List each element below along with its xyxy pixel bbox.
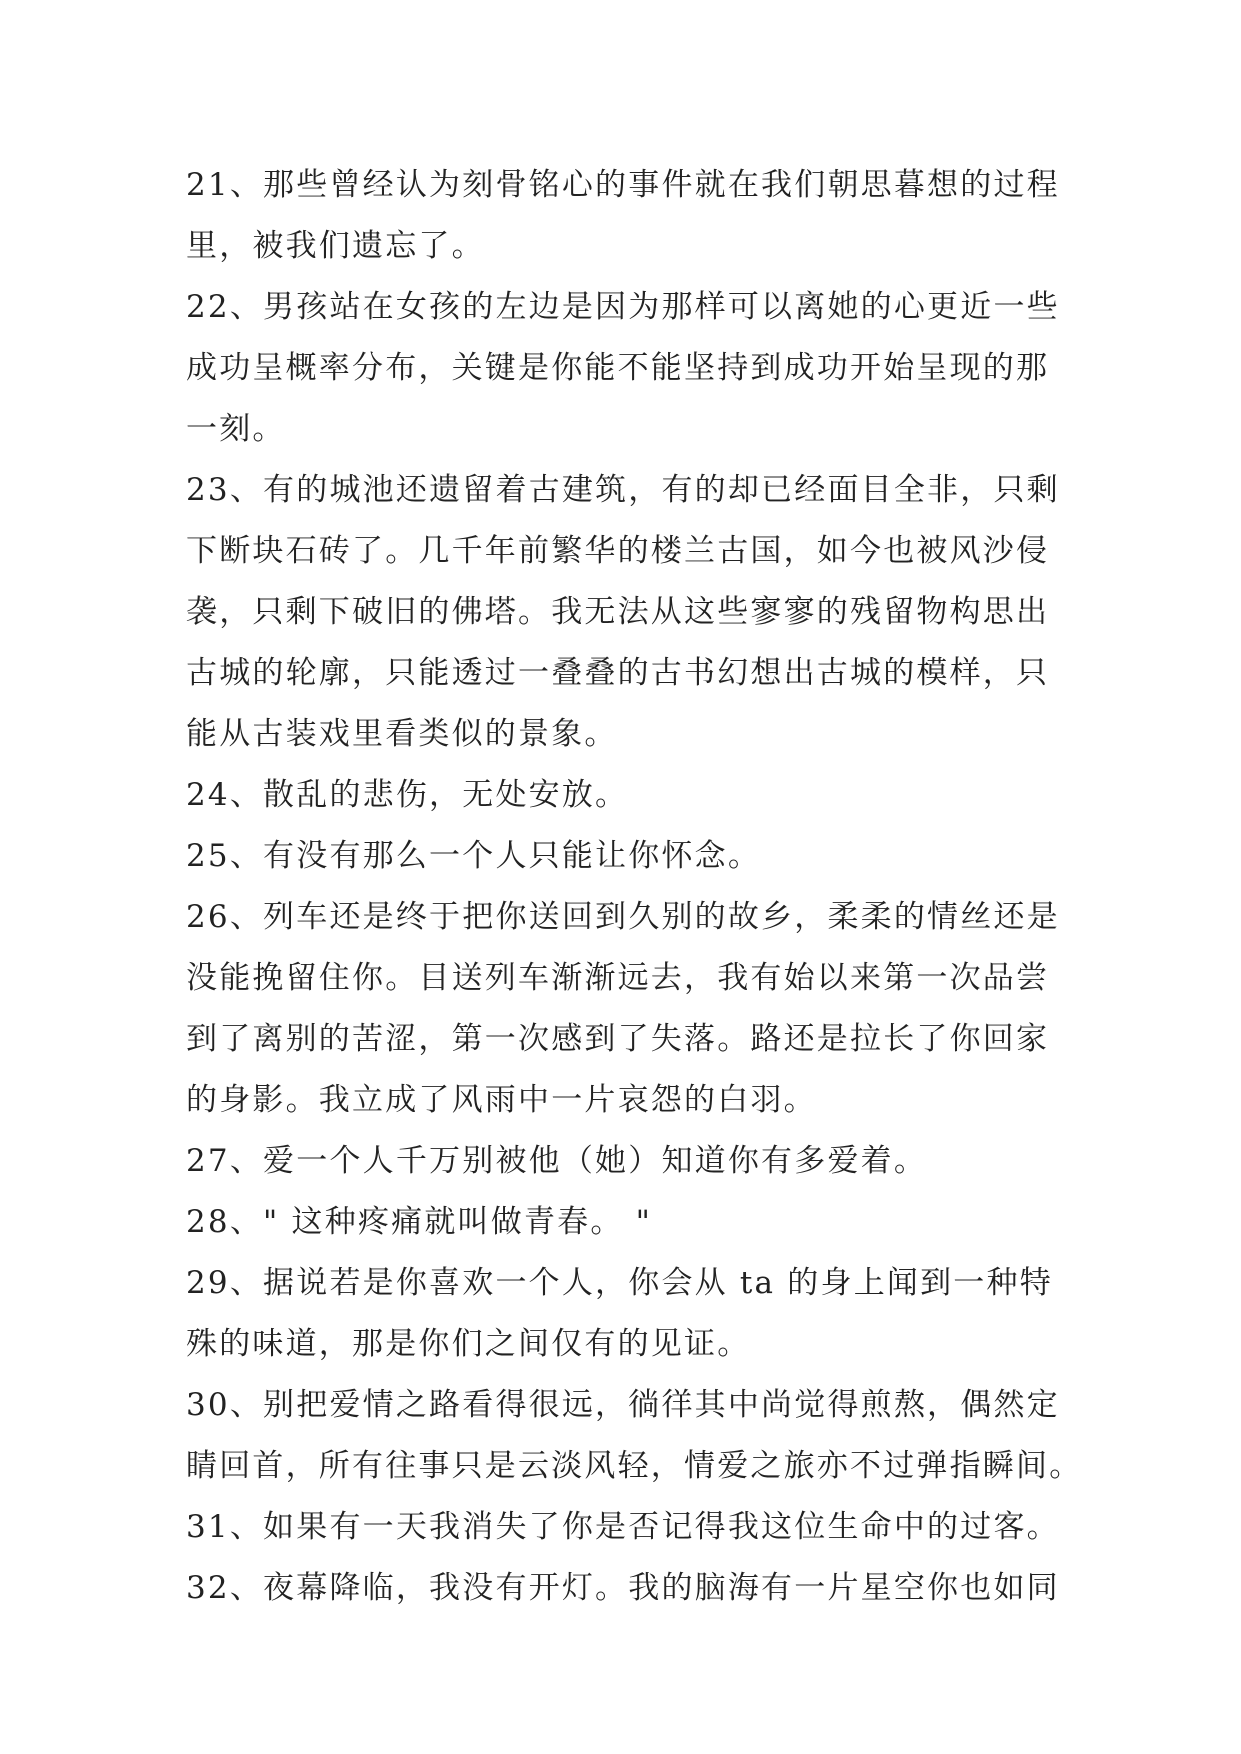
text-line: 27、爱一个人千万别被他（她）知道你有多爱着。	[186, 1143, 928, 1179]
text-line: 30、别把爱情之路看得很远，徜徉其中尚觉得煎熬，偶然定	[186, 1387, 1060, 1423]
text-line: 下断块石砖了。几千年前繁华的楼兰古国，如今也被风沙侵	[186, 533, 1050, 569]
text-line: 没能挽留住你。目送列车渐渐远去，我有始以来第一次品尝	[186, 960, 1050, 996]
text-line: 睛回首，所有往事只是云淡风轻，情爱之旅亦不过弹指瞬间。	[186, 1448, 1083, 1484]
text-line: 22、男孩站在女孩的左边是因为那样可以离她的心更近一些	[186, 289, 1060, 325]
text-line: 24、散乱的悲伤，无处安放。	[186, 777, 629, 813]
text-line: 32、夜幕降临，我没有开灯。我的脑海有一片星空你也如同	[186, 1570, 1060, 1606]
text-line: 古城的轮廓，只能透过一叠叠的古书幻想出古城的模样，只	[186, 655, 1050, 691]
text-line: 到了离别的苦涩，第一次感到了失落。路还是拉长了你回家	[186, 1021, 1050, 1057]
text-line: 31、如果有一天我消失了你是否记得我这位生命中的过客。	[186, 1509, 1060, 1545]
document-body	[186, 155, 1083, 1619]
text-line: 21、那些曾经认为刻骨铭心的事件就在我们朝思暮想的过程	[186, 167, 1060, 203]
text-line: 里，被我们遗忘了。	[186, 228, 485, 264]
text-line: 殊的味道，那是你们之间仅有的见证。	[186, 1326, 751, 1362]
text-line: 29、据说若是你喜欢一个人，你会从 ta 的身上闻到一种特	[186, 1265, 1053, 1301]
text-line: 26、列车还是终于把你送回到久别的故乡，柔柔的情丝还是	[186, 899, 1060, 935]
text-line: 的身影。我立成了风雨中一片哀怨的白羽。	[186, 1082, 817, 1118]
text-line: 28、" 这种疼痛就叫做青春。 "	[186, 1204, 653, 1240]
text-line: 23、有的城池还遗留着古建筑，有的却已经面目全非，只剩	[186, 472, 1060, 508]
text-line: 25、有没有那么一个人只能让你怀念。	[186, 838, 762, 874]
text-line: 成功呈概率分布，关键是你能不能坚持到成功开始呈现的那	[186, 350, 1050, 386]
text-line: 一刻。	[186, 411, 286, 447]
text-line: 能从古装戏里看类似的景象。	[186, 716, 618, 752]
text-line: 袭，只剩下破旧的佛塔。我无法从这些寥寥的残留物构思出	[186, 594, 1050, 630]
